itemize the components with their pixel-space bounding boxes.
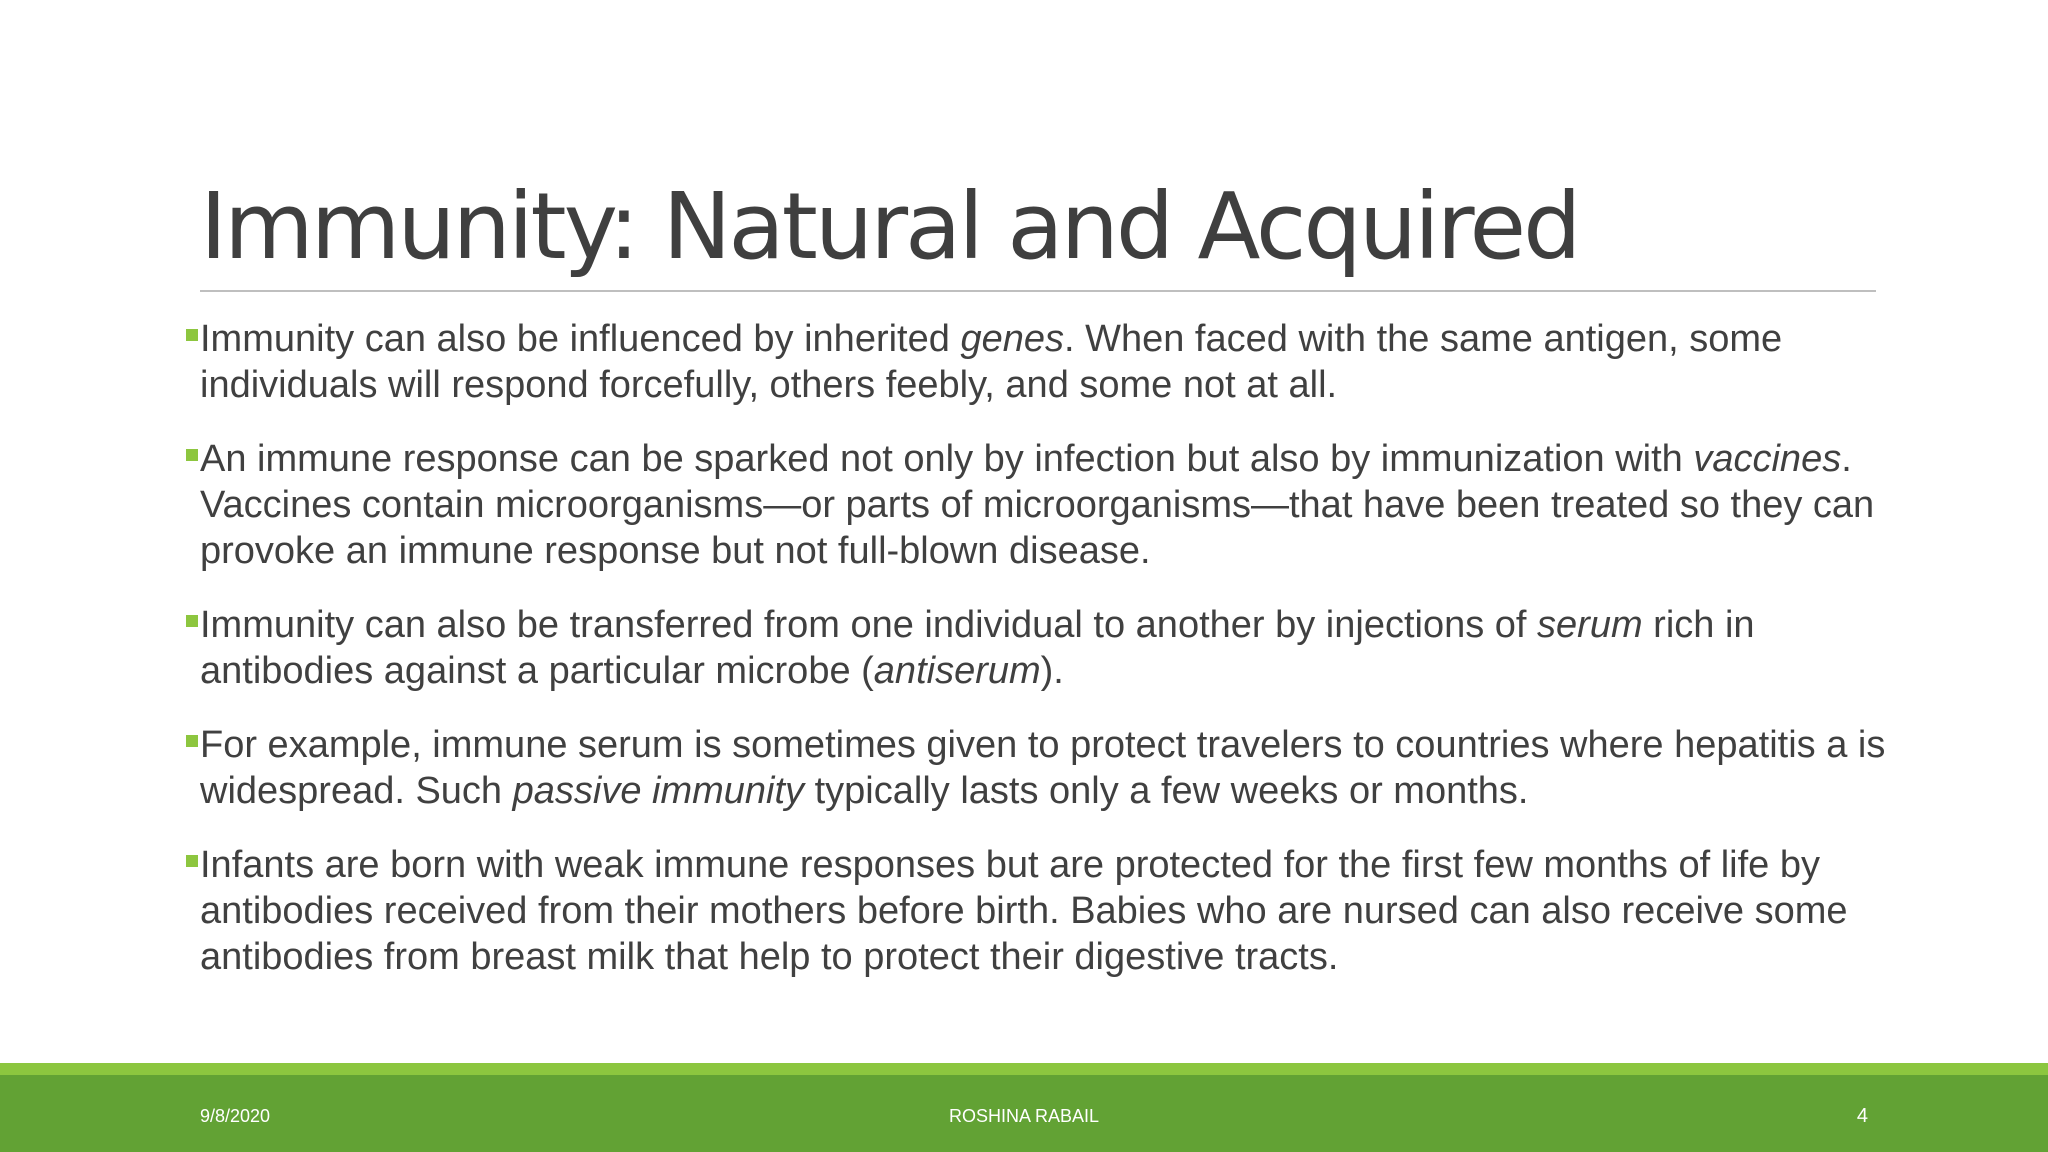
footer-date: 9/8/2020 <box>200 1106 271 1126</box>
bullet-text <box>200 602 1886 694</box>
bullet-list <box>186 316 1886 1008</box>
text-run: . Vaccines contain microorganisms—or parts of microorganisms—that have been treated so they can provoke an immune response but not full-blown disease. <box>200 438 1875 572</box>
text-run: . When faced with the same antigen, some individuals will respond forcefully, others feebly, and some not at all. <box>200 318 1783 406</box>
text-run: An immune response can be sparked not only by infection but also by immunization with <box>200 438 1694 480</box>
text-run: Infants are born with weak immune responses but are protected for the first few months of life by antibodies received from their mothers before birth. Babies who are nursed can also receive some antibodies from breast milk that help to protect their digestive tracts. <box>200 844 1848 978</box>
bullet-text <box>200 722 1886 814</box>
text-run: Immunity can also be influenced by inherited <box>200 318 961 360</box>
bullet-item <box>186 316 1886 408</box>
bullet-item <box>186 842 1886 980</box>
italic-term: antiserum <box>873 650 1041 692</box>
bullet-square-icon <box>186 449 198 461</box>
italic-term: genes <box>960 318 1064 360</box>
bullet-square-icon <box>186 329 198 341</box>
bullet-item <box>186 722 1886 814</box>
bullet-text <box>200 436 1886 574</box>
bullet-item <box>186 436 1886 574</box>
footer-accent-stripe <box>0 1063 2048 1075</box>
bullet-text <box>200 842 1886 980</box>
text-run: rich in antibodies against a particular microbe ( <box>200 604 1755 692</box>
footer-page-number: 4 <box>1856 1105 1868 1127</box>
text-run: ). <box>1040 650 1064 692</box>
title-divider <box>200 290 1876 292</box>
slide-title: Immunity: Natural and Acquired <box>200 173 1579 280</box>
italic-term: passive immunity <box>512 770 805 812</box>
italic-term: vaccines <box>1693 438 1842 480</box>
text-run: For example, immune serum is sometimes given to protect travelers to countries where hepatitis a is widespread. Such <box>200 724 1886 812</box>
bullet-square-icon <box>186 615 198 627</box>
text-run: typically lasts only a few weeks or months. <box>804 770 1529 812</box>
bullet-item <box>186 602 1886 694</box>
bullet-text <box>200 316 1886 408</box>
italic-term: serum <box>1537 604 1643 646</box>
footer-author: ROSHINA RABAIL <box>948 1106 1100 1126</box>
bullet-square-icon <box>186 735 198 747</box>
text-run: Immunity can also be transferred from one individual to another by injections of <box>200 604 1538 646</box>
bullet-square-icon <box>186 855 198 867</box>
